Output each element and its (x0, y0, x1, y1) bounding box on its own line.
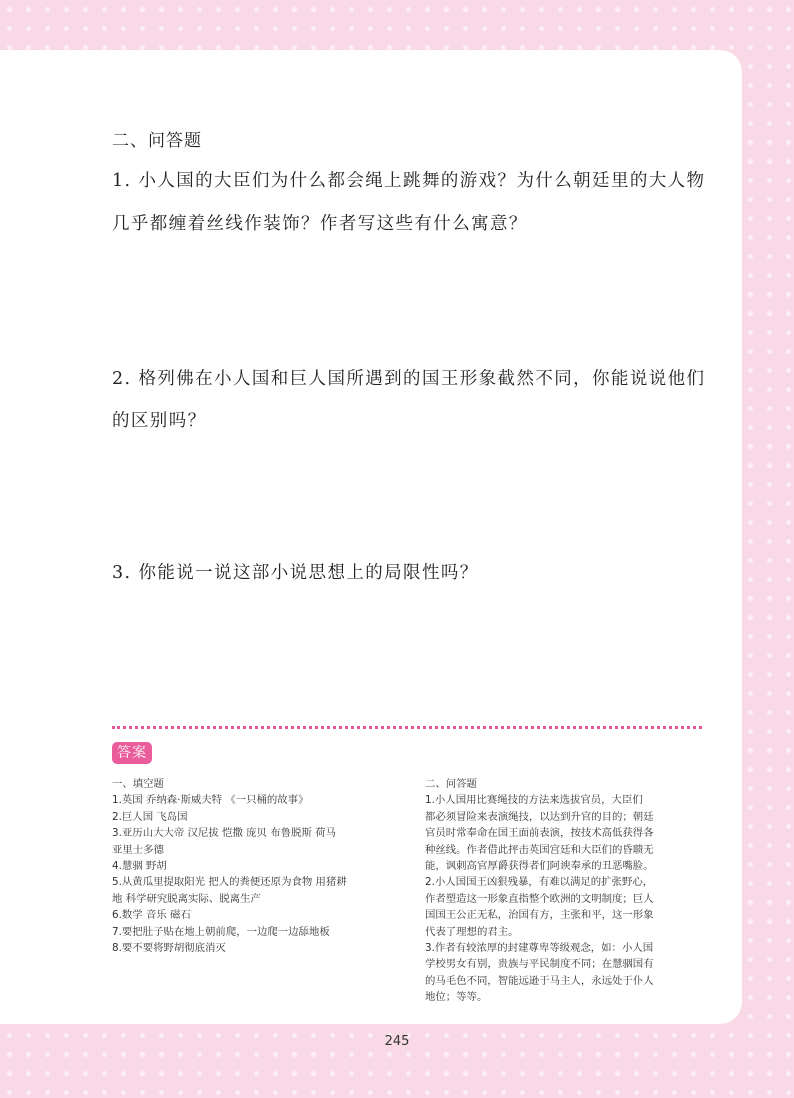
answer-line: 一、填空题 (112, 778, 164, 790)
question-2-line-1: 2. 格列佛在小人国和巨人国所遇到的国王形象截然不同，你能说说他们 (112, 369, 706, 389)
answer-line: 地位；等等。 (425, 991, 488, 1004)
question-2-line-2: 的区别吗？ (112, 411, 207, 431)
answer-line: 国国王公正无私，治国有方，主张和平，这一形象 (425, 909, 654, 922)
answer-line: 3.亚历山大大帝 汉尼拔 恺撒 庞贝 布鲁脱斯 荷马 (112, 827, 336, 840)
dotted-divider (112, 726, 702, 729)
page-number: 245 (384, 1034, 410, 1049)
answer-line: 2.小人国国王凶狠残暴，有难以满足的扩张野心， (425, 876, 654, 889)
answer-line: 的马毛色不同，智能远逊于马主人，永远处于仆人 (425, 974, 654, 987)
answer-line: 5.从黄瓜里提取阳光 把人的粪便还原为食物 用猪耕 (112, 876, 347, 889)
answers-left-column (112, 776, 412, 956)
answer-line: 8.要不要将野胡彻底消灭 (112, 942, 226, 955)
answer-line: 代表了理想的君主。 (425, 925, 519, 938)
answer-line: 官员时常奉命在国王面前表演，按技术高低获得各 (425, 827, 654, 840)
answer-line: 1.小人国用比赛绳技的方法来选拔官员，大臣们 (425, 794, 643, 807)
answer-line: 2.巨人国 飞岛国 (112, 810, 188, 823)
question-1-line-2: 几乎都缠着丝线作装饰？作者写这些有什么寓意？ (112, 214, 528, 234)
answer-line: 1.英国 乔纳森·斯威夫特 《一只桶的故事》 (112, 794, 309, 807)
question-3-line-1: 3. 你能说一说这部小说思想上的局限性吗？ (112, 563, 479, 583)
section-title: 二、问答题 (112, 131, 202, 151)
answer-badge: 答案 (112, 742, 152, 764)
answer-line: 4.慧骃 野胡 (112, 860, 167, 873)
answer-line: 种丝线。作者借此抨击英国宫廷和大臣们的昏聩无 (425, 843, 654, 856)
answer-line: 学校男女有别，贵族与平民制度不同；在慧骃国有 (425, 958, 654, 971)
answer-line: 都必须冒险来表演绳技，以达到升官的目的；朝廷 (425, 810, 654, 823)
answer-line: 3.作者有较浓厚的封建尊卑等级观念，如：小人国 (425, 942, 654, 955)
answers-right-column (425, 776, 709, 1006)
answer-line: 二、问答题 (425, 778, 477, 790)
answer-line: 7.要把肚子贴在地上朝前爬，一边爬一边舔地板 (112, 925, 330, 938)
answer-line: 能，讽刺高官厚爵获得者们阿谀奉承的丑恶嘴脸。 (425, 860, 654, 873)
answer-line: 亚里士多德 (112, 843, 164, 856)
question-1-line-1: 1. 小人国的大臣们为什么都会绳上跳舞的游戏？为什么朝廷里的大人物 (112, 171, 706, 191)
answer-line: 地 科学研究脱离实际、脱离生产 (112, 892, 261, 905)
answer-line: 6.数学 音乐 磁石 (112, 909, 191, 922)
answer-line: 作者塑造这一形象直指整个欧洲的文明制度；巨人 (425, 892, 654, 905)
